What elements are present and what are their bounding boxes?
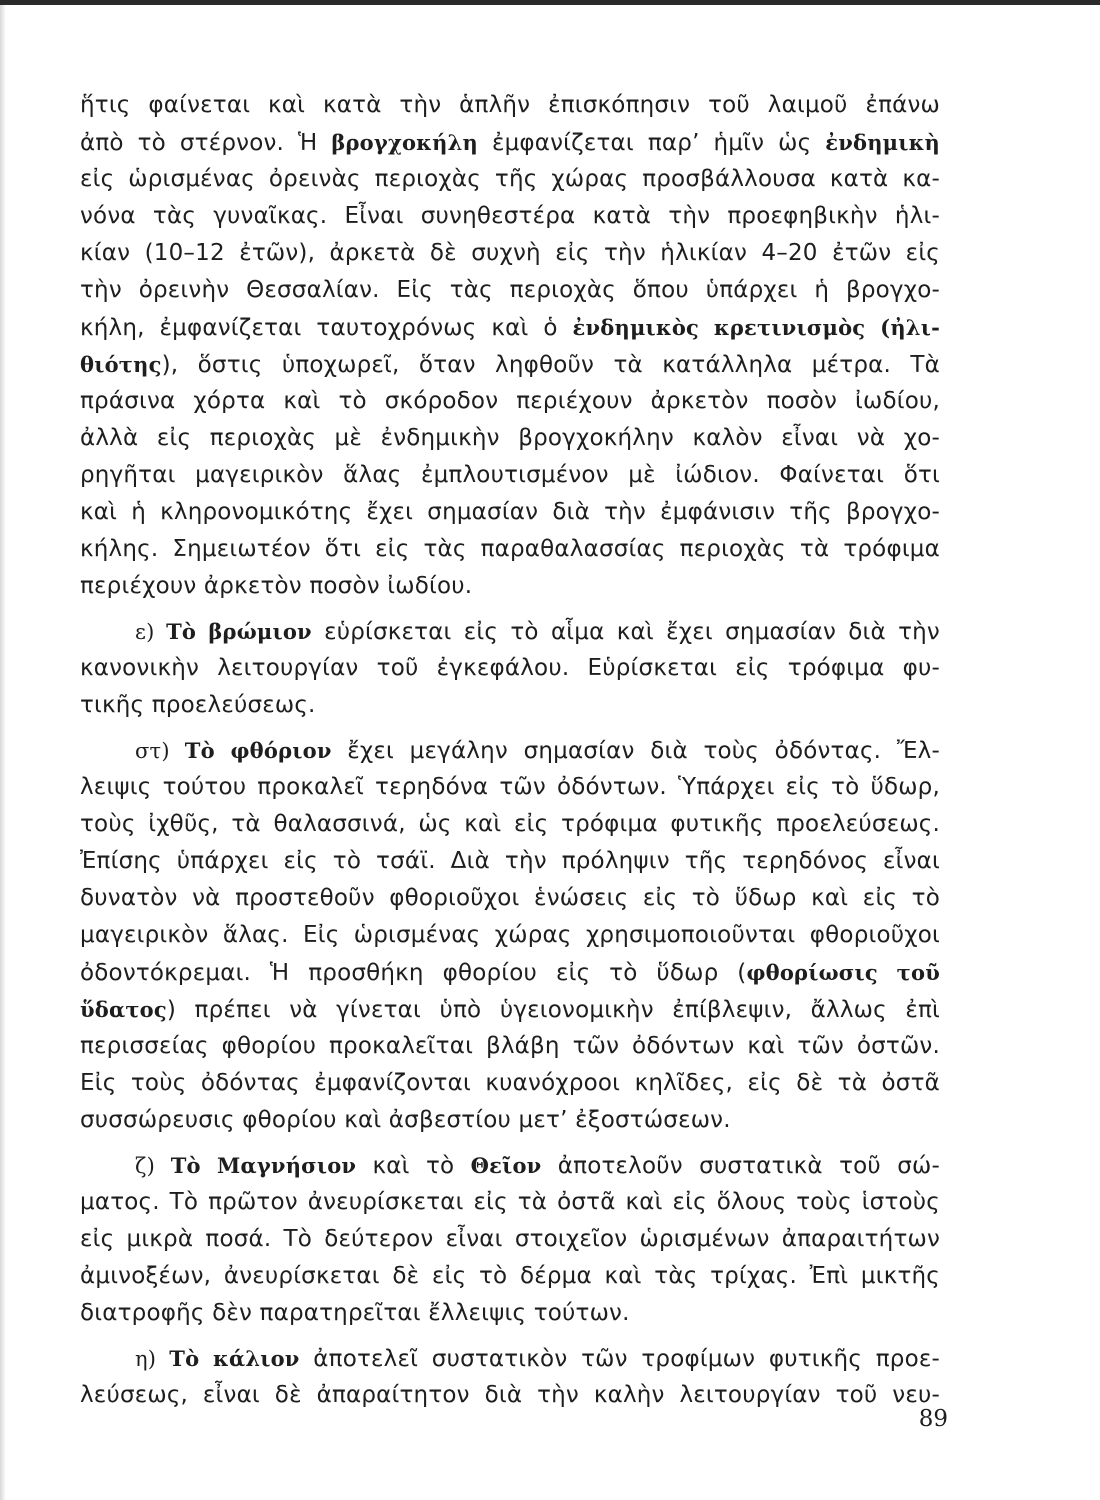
text-line: τοὺς ἰχθῦς, τὰ θαλασσινά, ὡς καὶ εἰς τρόφιμα φυτικῆς προελεύσεως. bbox=[80, 811, 940, 837]
term-magnesium: Τὸ Μαγνήσιον bbox=[170, 1153, 357, 1178]
text-line: ἀμινοξέων, ἀνευρίσκεται δὲ εἰς τὸ δέρμα καὶ τὰς τρίχας. Ἐπὶ μικτῆς bbox=[80, 1263, 940, 1289]
paragraph-bromine bbox=[80, 613, 940, 724]
text-line: κίαν (10–12 ἐτῶν), ἀρκετὰ δὲ συχνὴ εἰς τὴν ἡλικίαν 4–20 ἐτῶν εἰς bbox=[80, 240, 940, 266]
text-line: η) Τὸ κάλιον ἀποτελεῖ συστατικὸν τῶν τροφίμων φυτικῆς προε- bbox=[135, 1346, 940, 1372]
text-line: κανονικὴν λειτουργίαν τοῦ ἐγκεφάλου. Εὑρίσκεται εἰς τρόφιμα φυ- bbox=[80, 655, 940, 681]
page-body bbox=[80, 87, 940, 1414]
text-line: στ) Τὸ φθόριον ἔχει μεγάλην σημασίαν διὰ τοὺς ὀδόντας. Ἔλ- bbox=[135, 738, 940, 764]
text-line: ρηγῆται μαγειρικὸν ἅλας ἐμπλουτισμένον μὲ ἰώδιον. Φαίνεται ὅτι bbox=[80, 462, 940, 488]
section-label: ζ) bbox=[135, 1154, 171, 1178]
term-idiocy: θιότης bbox=[80, 352, 162, 377]
paragraph-iodine bbox=[80, 87, 940, 605]
text-line: συσσώρευσις φθορίου καὶ ἀσβεστίου μετ’ ἐξοστώσεων. bbox=[80, 1107, 731, 1133]
term-potassium: Τὸ κάλιον bbox=[169, 1346, 300, 1371]
text-line: ματος. Τὸ πρῶτον ἀνευρίσκεται εἰς τὰ ὀστᾶ καὶ εἰς ὅλους τοὺς ἱστοὺς bbox=[80, 1189, 940, 1215]
page-number: 89 bbox=[918, 1406, 948, 1432]
text-line: τικῆς προελεύσεως. bbox=[80, 692, 316, 718]
scan-top-edge bbox=[0, 0, 1100, 5]
text-line: νόνα τὰς γυναῖκας. Εἶναι συνηθεστέρα κατὰ τὴν προεφηβικὴν ἡλι- bbox=[80, 203, 940, 229]
text-line: μαγειρικὸν ἅλας. Εἰς ὡρισμένας χώρας χρησιμοποιοῦνται φθοριοῦχοι bbox=[80, 922, 940, 948]
text-line: καὶ ἡ κληρονομικότης ἔχει σημασίαν διὰ τὴν ἐμφάνισιν τῆς βρογχο- bbox=[80, 499, 940, 525]
text-line: ἀλλὰ εἰς περιοχὰς μὲ ἐνδημικὴν βρογχοκήλην καλὸν εἶναι νὰ χο- bbox=[80, 425, 940, 451]
text-line: κήλης. Σημειωτέον ὅτι εἰς τὰς παραθαλασσίας περιοχὰς τὰ τρόφιμα bbox=[80, 536, 940, 562]
section-label: στ) bbox=[135, 739, 185, 763]
text-line: εἰς ὡρισμένας ὀρεινὰς περιοχὰς τῆς χώρας προσβάλλουσα κατὰ κα- bbox=[80, 166, 940, 192]
paragraph-potassium bbox=[80, 1340, 940, 1414]
term-water: ὕδατος bbox=[80, 997, 167, 1022]
text-line: περισσείας φθορίου προκαλεῖται βλάβη τῶν ὀδόντων καὶ τῶν ὀστῶν. bbox=[80, 1033, 940, 1059]
text-line: λειψις τούτου προκαλεῖ τερηδόνα τῶν ὀδόντων. Ὑπάρχει εἰς τὸ ὕδωρ, bbox=[80, 774, 940, 800]
section-label: ε) bbox=[135, 620, 167, 644]
text-line: Εἰς τοὺς ὀδόντας ἐμφανίζονται κυανόχροοι κηλῖδες, εἰς δὲ τὰ ὀστᾶ bbox=[80, 1070, 940, 1096]
term-fluoridation: φθορίωσις τοῦ bbox=[746, 960, 940, 985]
text-line: εἰς μικρὰ ποσά. Τὸ δεύτερον εἶναι στοιχεῖον ὡρισμένων ἀπαραιτήτων bbox=[80, 1226, 940, 1252]
scan-binding-shadow bbox=[0, 5, 6, 1500]
text-line: λεύσεως, εἶναι δὲ ἀπαραίτητον διὰ τὴν καλὴν λειτουργίαν τοῦ νευ- bbox=[80, 1382, 940, 1408]
section-label: η) bbox=[135, 1347, 170, 1371]
paragraph-magnesium-sulfur bbox=[80, 1147, 940, 1332]
text-line: ἀπὸ τὸ στέρνον. Ἡ βρογχοκήλη ἐμφανίζεται παρ’ ἡμῖν ὡς ἐνδημικὴ bbox=[80, 130, 941, 156]
text-line: ὕδατος) πρέπει νὰ γίνεται ὑπὸ ὑγειονομικὴν ἐπίβλεψιν, ἄλλως ἐπὶ bbox=[80, 997, 940, 1023]
term-goiter: βρογχοκήλη bbox=[331, 130, 478, 155]
term-bromine: Τὸ βρώμιον bbox=[166, 619, 312, 644]
text-line: ἥτις φαίνεται καὶ κατὰ τὴν ἁπλῆν ἐπισκόπησιν τοῦ λαιμοῦ ἐπάνω bbox=[80, 92, 940, 118]
text-line: θιότης), ὅστις ὑποχωρεῖ, ὅταν ληφθοῦν τὰ κατάλληλα μέτρα. Τὰ bbox=[80, 352, 940, 378]
text-line: ὀδοντόκρεμαι. Ἡ προσθήκη φθορίου εἰς τὸ ὕδωρ (φθορίωσις τοῦ bbox=[80, 960, 940, 986]
term-endemic-cretinism: ἐνδημικὸς κρετινισμὸς (ἠλι- bbox=[572, 315, 940, 340]
text-line: πράσινα χόρτα καὶ τὸ σκόροδον περιέχουν ἀρκετὸν ποσὸν ἰωδίου, bbox=[80, 388, 940, 414]
term-sulfur: Θεῖον bbox=[470, 1153, 542, 1178]
text-line: διατροφῆς δὲν παρατηρεῖται ἔλλειψις τούτων. bbox=[80, 1300, 630, 1326]
text-line: τὴν ὀρεινὴν Θεσσαλίαν. Εἰς τὰς περιοχὰς ὅπου ὑπάρχει ἡ βρογχο- bbox=[80, 277, 940, 303]
text-line: Ἐπίσης ὑπάρχει εἰς τὸ τσάϊ. Διὰ τὴν πρόληψιν τῆς τερηδόνος εἶναι bbox=[80, 848, 940, 874]
term-endemic: ἐνδημικὴ bbox=[825, 130, 941, 155]
text-line: ζ) Τὸ Μαγνήσιον καὶ τὸ Θεῖον ἀποτελοῦν συστατικὰ τοῦ σώ- bbox=[135, 1153, 940, 1179]
text-line: κήλη, ἐμφανίζεται ταυτοχρόνως καὶ ὁ ἐνδημικὸς κρετινισμὸς (ἠλι- bbox=[80, 315, 940, 341]
text-line: περιέχουν ἀρκετὸν ποσὸν ἰωδίου. bbox=[80, 573, 473, 599]
text-line: ε) Τὸ βρώμιον εὑρίσκεται εἰς τὸ αἷμα καὶ ἔχει σημασίαν διὰ τὴν bbox=[135, 619, 940, 645]
paragraph-fluorine bbox=[80, 732, 940, 1139]
term-fluorine: Τὸ φθόριον bbox=[184, 738, 332, 763]
text-line: δυνατὸν νὰ προστεθοῦν φθοριοῦχοι ἑνώσεις εἰς τὸ ὕδωρ καὶ εἰς τὸ bbox=[80, 885, 940, 911]
